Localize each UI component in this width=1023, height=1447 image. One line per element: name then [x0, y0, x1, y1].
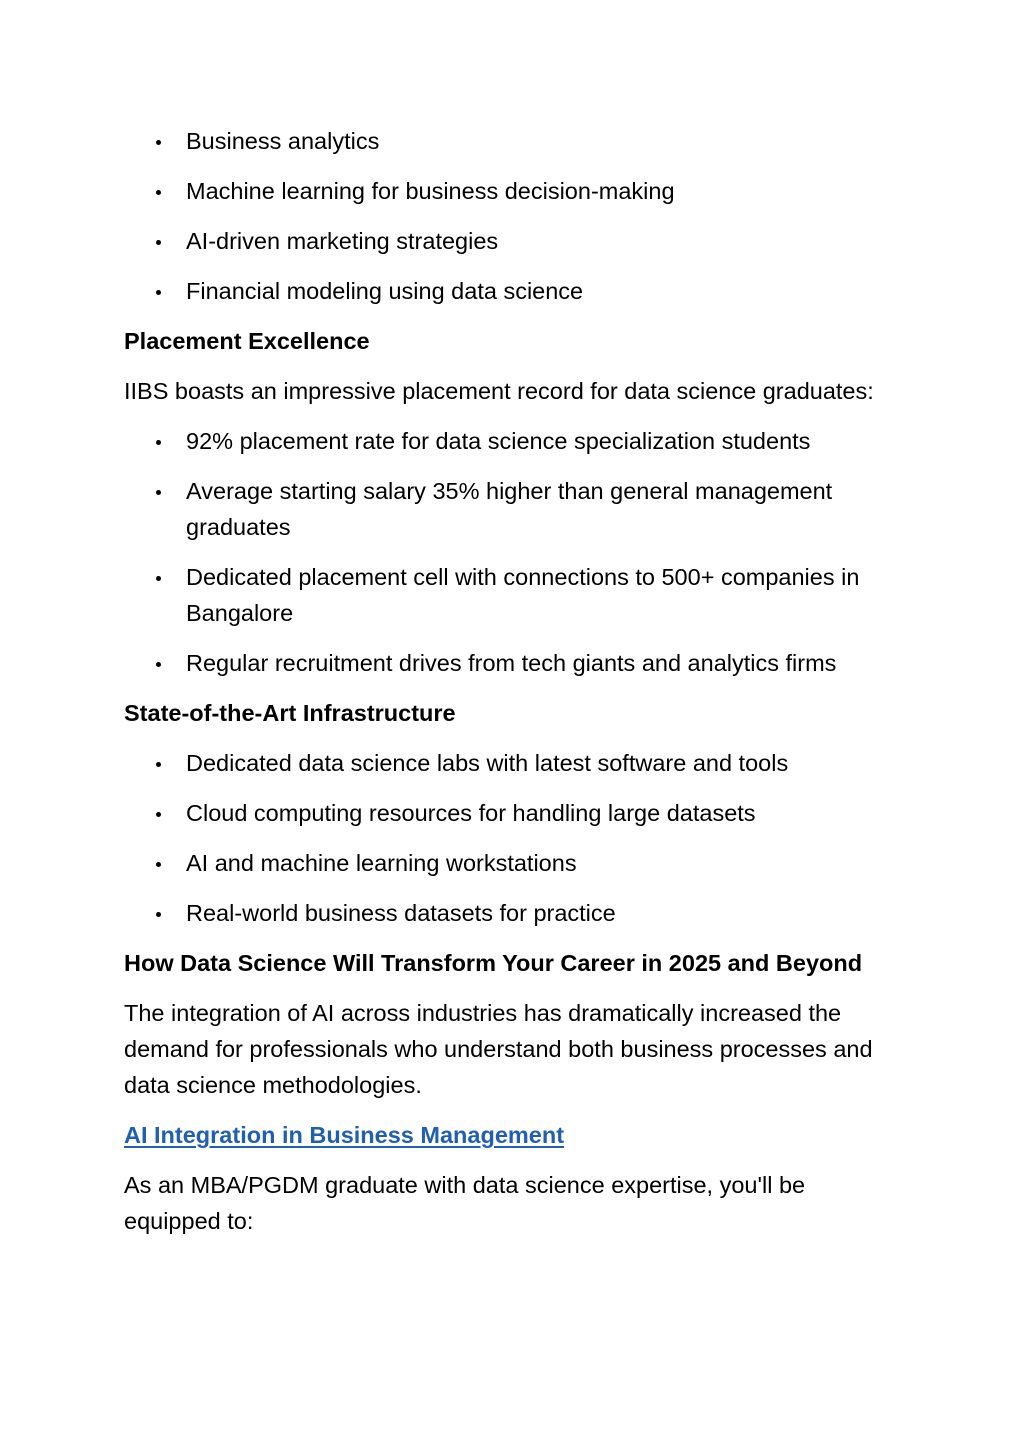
document-page — [124, 123, 904, 1253]
list-item: Regular recruitment drives from tech giants and analytics firms — [124, 645, 904, 681]
career-paragraph: The integration of AI across industries has dramatically increased the demand for professionals who understand both business processes and data science methodologies. — [124, 1000, 873, 1098]
specialization-list — [124, 123, 904, 309]
list-item: Machine learning for business decision-making — [124, 173, 904, 209]
list-item: Financial modeling using data science — [124, 273, 904, 309]
career-heading: How Data Science Will Transform Your Career in 2025 and Beyond — [124, 950, 863, 976]
list-item: Dedicated data science labs with latest software and tools — [124, 745, 904, 781]
list-item: AI and machine learning workstations — [124, 845, 904, 881]
list-item: AI-driven marketing strategies — [124, 223, 904, 259]
infrastructure-list — [124, 745, 904, 931]
placement-intro: IIBS boasts an impressive placement record for data science graduates: — [124, 378, 874, 404]
infrastructure-heading: State-of-the-Art Infrastructure — [124, 700, 456, 726]
list-item: Average starting salary 35% higher than general management graduates — [124, 473, 904, 545]
placement-list — [124, 423, 904, 681]
placement-heading: Placement Excellence — [124, 328, 370, 354]
ai-integration-link-wrap — [124, 1117, 904, 1153]
list-item: Real-world business datasets for practice — [124, 895, 904, 931]
ai-integration-link[interactable]: AI Integration in Business Management — [124, 1122, 565, 1148]
list-item: Business analytics — [124, 123, 904, 159]
list-item: Cloud computing resources for handling large datasets — [124, 795, 904, 831]
ai-integration-paragraph: As an MBA/PGDM graduate with data science expertise, you'll be equipped to: — [124, 1172, 806, 1234]
list-item: Dedicated placement cell with connections to 500+ companies in Bangalore — [124, 559, 904, 631]
list-item: 92% placement rate for data science specialization students — [124, 423, 904, 459]
